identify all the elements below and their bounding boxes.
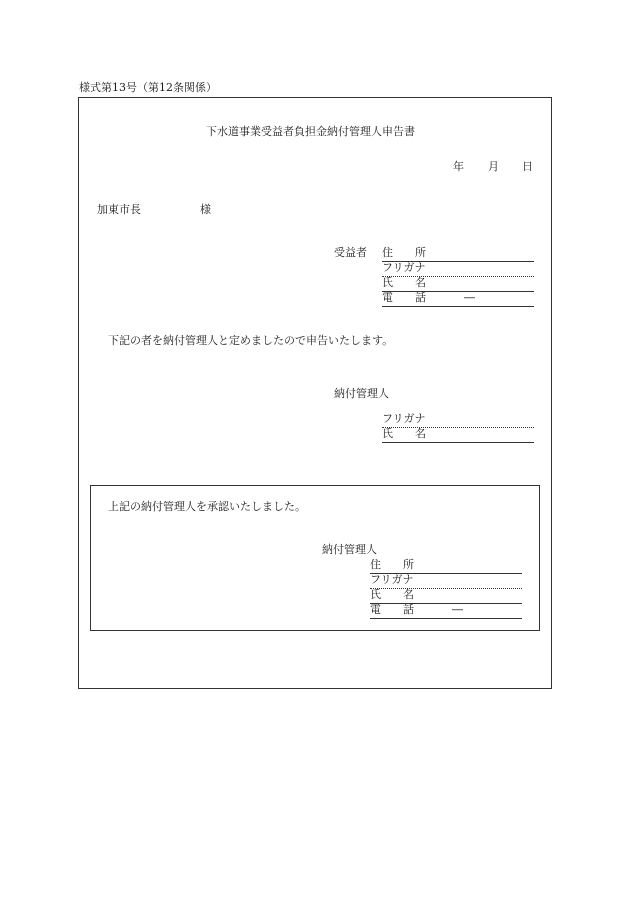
beneficiary-name-field[interactable] — [382, 276, 534, 290]
acceptance-furigana-field[interactable] — [370, 573, 522, 587]
form-title: 下水道事業受益者負担金納付管理人申告書 — [206, 125, 415, 138]
acceptance-furigana-label: フリガナ — [370, 573, 414, 586]
date-month: 月 — [488, 160, 499, 173]
addressee-name: 加東市長 — [97, 203, 141, 216]
beneficiary-address-label: 住 所 — [382, 246, 426, 259]
acceptance-phone-label: 電 話 — [370, 603, 414, 616]
beneficiary-phone-label: 電 話 — [382, 291, 426, 304]
beneficiary-phone-field[interactable] — [382, 291, 534, 305]
manager-furigana-label: フリガナ — [382, 412, 426, 425]
acceptance-address-field[interactable] — [370, 558, 522, 572]
beneficiary-heading: 受益者 — [334, 246, 367, 259]
acceptance-name-label: 氏 名 — [370, 588, 414, 601]
date-year: 年 — [453, 160, 464, 173]
beneficiary-phone-line — [382, 306, 534, 307]
beneficiary-phone-separator: ― — [464, 291, 475, 304]
acceptance-heading: 納付管理人 — [322, 543, 377, 556]
form-number: 様式第13号（第12条関係） — [79, 81, 217, 94]
beneficiary-name-label: 氏 名 — [382, 276, 426, 289]
beneficiary-address-field[interactable] — [382, 246, 534, 260]
date-day: 日 — [522, 160, 533, 173]
acceptance-statement: 上記の納付管理人を承認いたしました。 — [108, 500, 306, 513]
manager-furigana-field[interactable] — [382, 412, 534, 426]
acceptance-phone-separator: ― — [452, 603, 463, 616]
declaration-text: 下記の者を納付管理人と定めましたので申告いたします。 — [108, 334, 394, 347]
manager-name-field[interactable] — [382, 427, 534, 441]
acceptance-phone-line — [370, 618, 522, 619]
addressee-honorific: 様 — [200, 203, 211, 216]
manager-name-line — [382, 442, 534, 443]
acceptance-name-field[interactable] — [370, 588, 522, 602]
manager-heading: 納付管理人 — [334, 387, 389, 400]
beneficiary-furigana-label: フリガナ — [382, 261, 426, 274]
acceptance-address-label: 住 所 — [370, 558, 414, 571]
acceptance-phone-field[interactable] — [370, 603, 522, 617]
beneficiary-furigana-field[interactable] — [382, 261, 534, 275]
manager-name-label: 氏 名 — [382, 427, 426, 440]
